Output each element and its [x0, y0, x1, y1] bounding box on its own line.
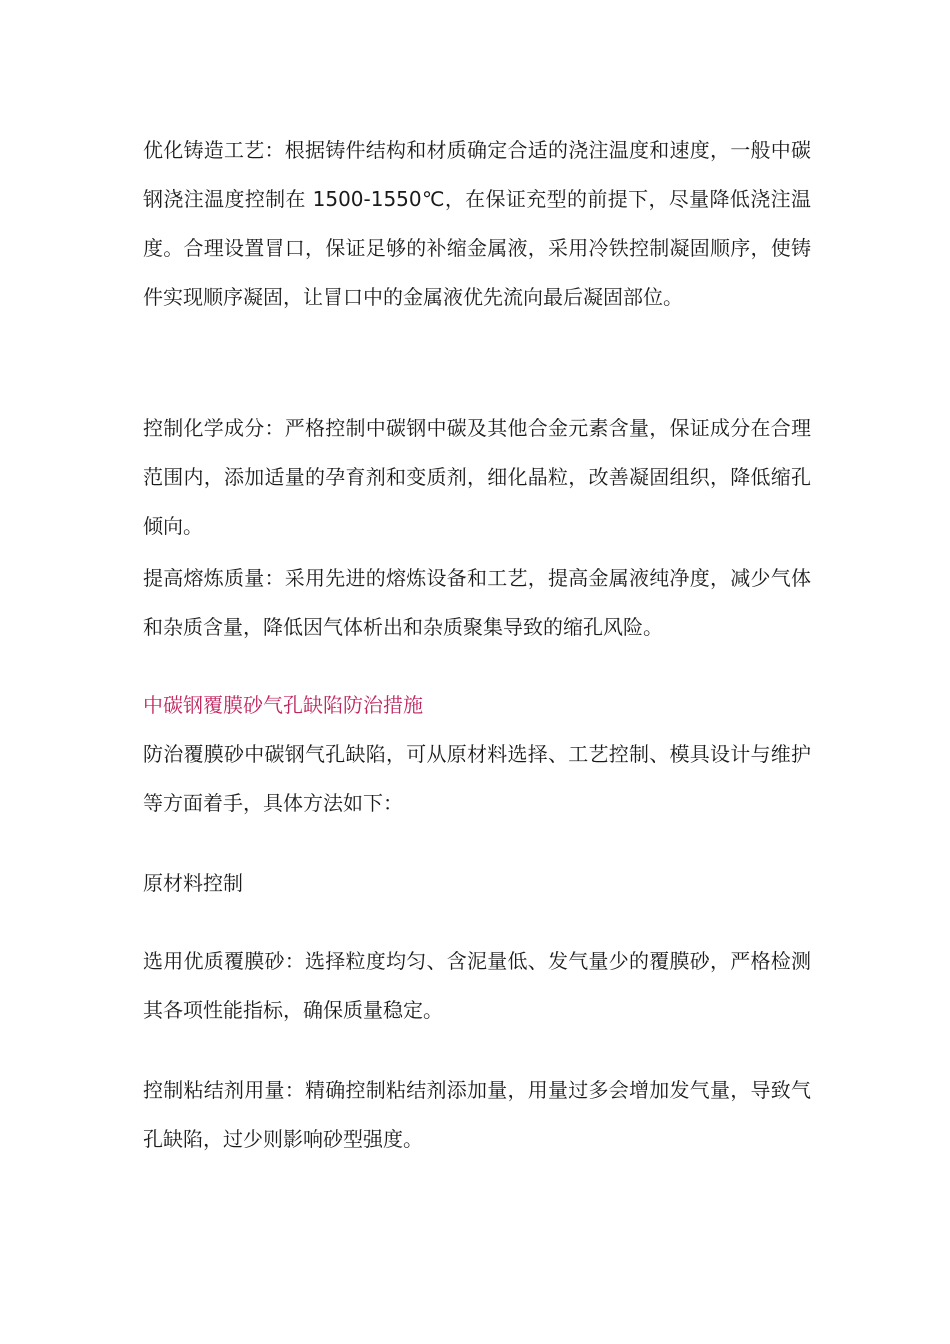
paragraph-select-quality-sand: 选用优质覆膜砂：选择粒度均匀、含泥量低、发气量少的覆膜砂，严格检测其各项性能指标，确保质量稳定。	[143, 949, 811, 1022]
subheading-raw-material-control: 原材料控制	[143, 871, 243, 895]
paragraph-optimize-casting-process: 优化铸造工艺：根据铸件结构和材质确定合适的浇注温度和速度，一般中碳钢浇注温度控制在 1500-1550℃，在保证充型的前提下，尽量降低浇注温度。合理设置冒口，保证足够的补缩金属液，采用冷铁控制凝固顺序，使铸件实现顺序凝固，让冒口中的金属液优先流向最后凝固部位。	[143, 138, 811, 309]
paragraph-control-chemical-composition: 控制化学成分：严格控制中碳钢中碳及其他合金元素含量，保证成分在合理范围内，添加适量的孕育剂和变质剂，细化晶粒，改善凝固组织，降低缩孔倾向。	[143, 416, 811, 538]
paragraph-control-binder-amount: 控制粘结剂用量：精确控制粘结剂添加量，用量过多会增加发气量，导致气孔缺陷，过少则影响砂型强度。	[143, 1078, 811, 1151]
section-heading: 中碳钢覆膜砂气孔缺陷防治措施	[143, 693, 423, 717]
paragraph-improve-smelting-quality: 提高熔炼质量：采用先进的熔炼设备和工艺，提高金属液纯净度，减少气体和杂质含量，降低因气体析出和杂质聚集导致的缩孔风险。	[143, 566, 811, 639]
paragraph-section-intro: 防治覆膜砂中碳钢气孔缺陷，可从原材料选择、工艺控制、模具设计与维护等方面着手，具体方法如下：	[143, 742, 811, 815]
